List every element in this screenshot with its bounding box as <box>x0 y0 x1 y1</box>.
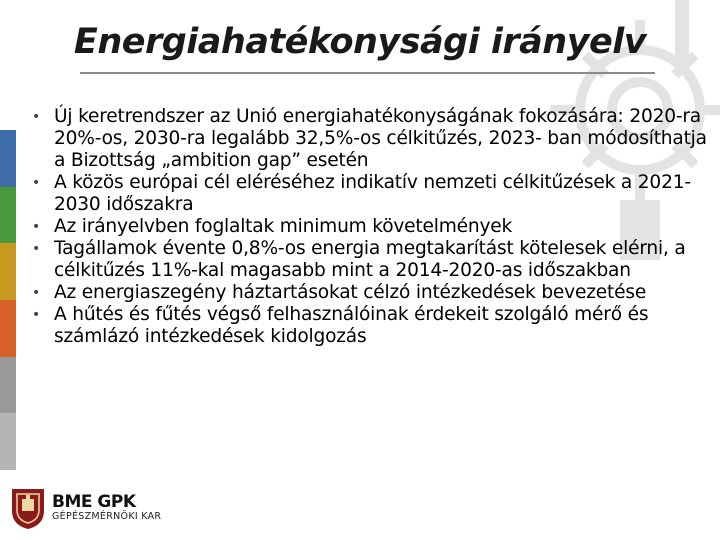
strip-segment <box>0 413 16 470</box>
side-color-strip <box>0 130 16 470</box>
university-seal-icon <box>8 485 48 531</box>
bullet-icon: • <box>32 175 41 191</box>
bullet-text: A hűtés és fűtés végső felhasználóinak érdekeit szolgáló mérő és számlázó intézkedések kidolgozás <box>54 304 649 347</box>
strip-segment <box>0 187 16 244</box>
slide-title: Energiahatékonysági irányelv <box>73 22 647 62</box>
title-underline <box>80 72 655 74</box>
logo-main-text: BME GPK <box>52 492 136 512</box>
strip-segment <box>0 357 16 414</box>
bullet-text: A közös európai cél eléréséhez indikatív nemzeti célkitűzések a 2021-2030 időszakra <box>54 172 691 215</box>
bullet-icon: • <box>32 307 41 323</box>
bullet-item <box>30 282 710 304</box>
bullet-list <box>30 106 710 348</box>
bullet-item <box>30 216 710 238</box>
bme-gpk-logo <box>8 482 161 534</box>
bullet-item <box>30 106 710 172</box>
bullet-text: Új keretrendszer az Unió energiahatékonyságának fokozására: 2020-ra 20%-os, 2030-ra legalább 32,5%-os célkitűzés, 2023- ban módosíthatja a Bizottság „ambition gap” esetén <box>54 106 707 171</box>
bullet-icon: • <box>32 109 41 125</box>
bullet-text: Tagállamok évente 0,8%-os energia megtakarítást kötelesek elérni, a célkitűzés 11%-kal magasabb mint a 2014-2020-as időszakban <box>54 238 686 281</box>
bullet-item <box>30 172 710 216</box>
bullet-item <box>30 304 710 348</box>
strip-segment <box>0 130 16 187</box>
bullet-icon: • <box>32 285 41 301</box>
bullet-text: Az energiaszegény háztartásokat célzó intézkedések bevezetése <box>54 282 647 303</box>
logo-sub-text: GÉPÉSZMÉRNÖKI KAR <box>52 511 162 522</box>
bullet-icon: • <box>32 219 41 235</box>
bullet-icon: • <box>32 241 41 257</box>
bullet-text: Az irányelvben foglaltak minimum követelmények <box>54 216 513 237</box>
strip-segment <box>0 243 16 300</box>
bullet-item <box>30 238 710 282</box>
strip-segment <box>0 300 16 357</box>
